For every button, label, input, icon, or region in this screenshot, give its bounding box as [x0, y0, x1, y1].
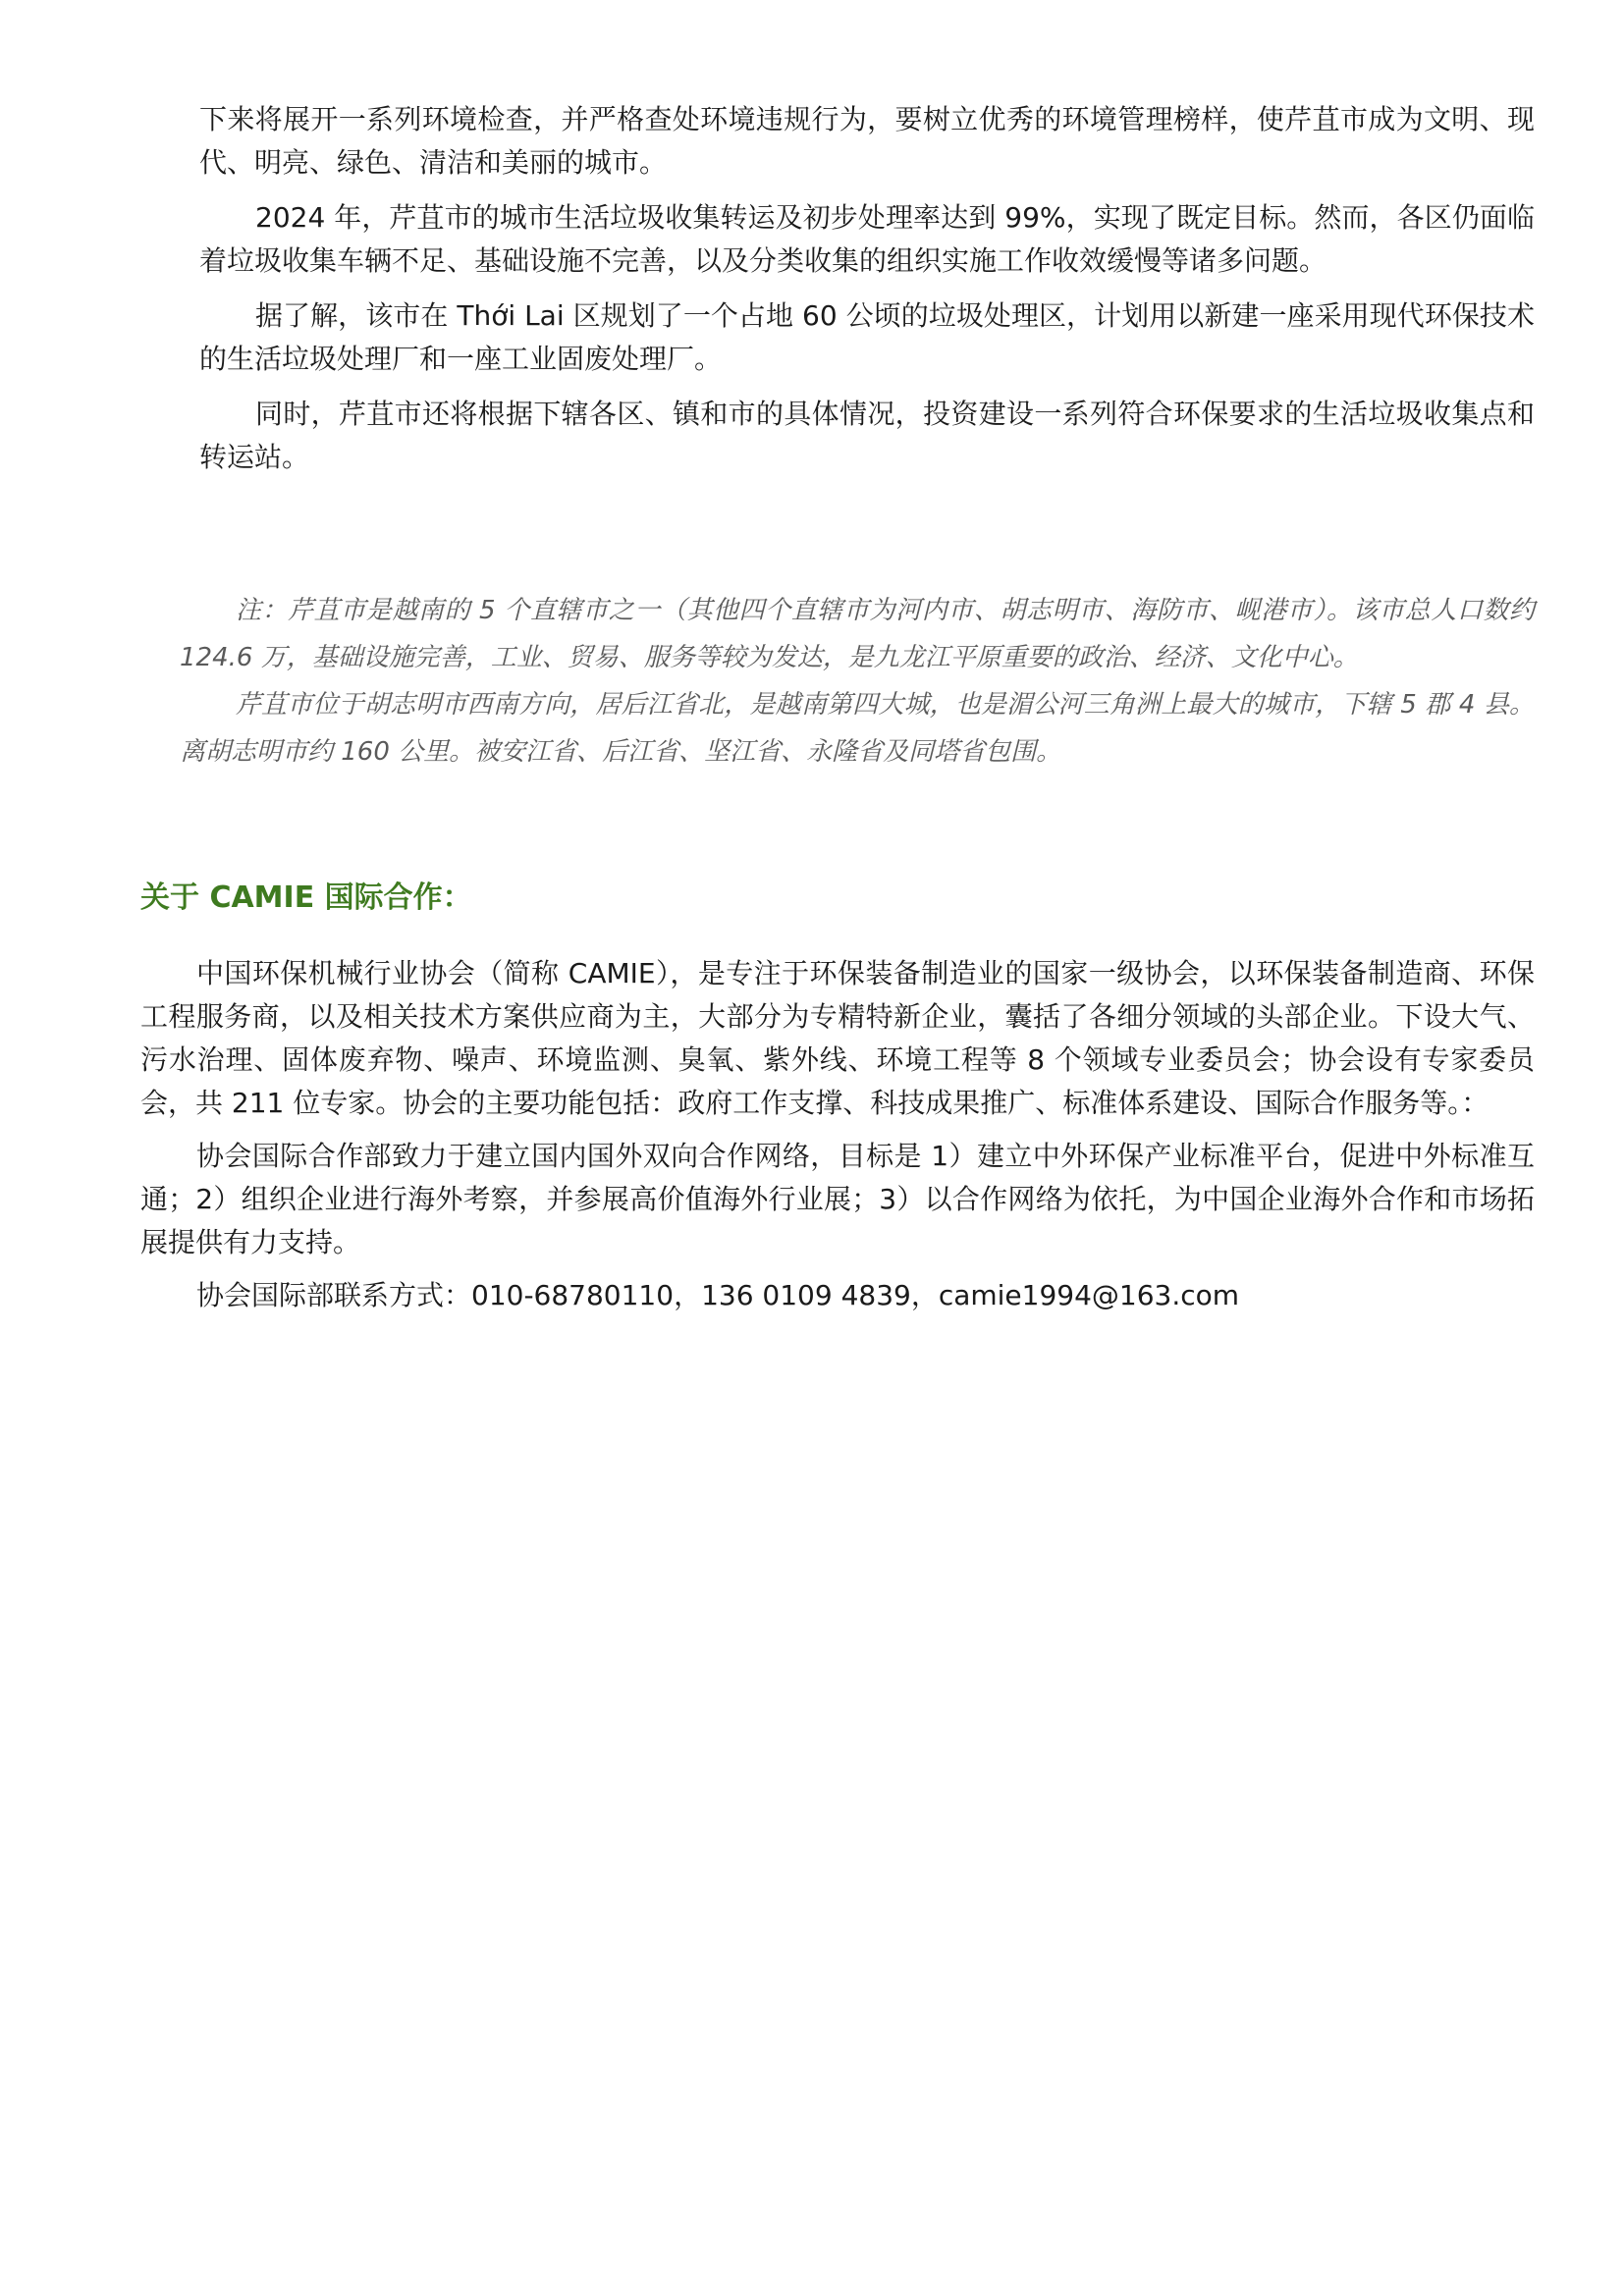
article-body	[199, 98, 1535, 491]
about-heading: 关于 CAMIE 国际合作：	[140, 881, 472, 915]
article-paragraph: 同时，芹苴市还将根据下辖各区、镇和市的具体情况，投资建设一系列符合环保要求的生活垃圾收集点和转运站。	[199, 398, 1535, 473]
article-paragraph: 据了解，该市在 Thới Lai 区规划了一个占地 60 公顷的垃圾处理区，计划用以新建一座采用现代环保技术的生活垃圾处理厂和一座工业固废处理厂。	[199, 299, 1535, 375]
about-body	[140, 952, 1535, 1327]
footnote-line: 注：芹苴市是越南的 5 个直辖市之一（其他四个直辖市为河内市、胡志明市、海防市、岘港市）。该市总人口数约 124.6 万，基础设施完善，工业、贸易、服务等较为发达，是九龙江平原重要的政治、经济、文化中心。	[180, 596, 1535, 672]
about-paragraph: 协会国际合作部致力于建立国内国外双向合作网络，目标是 1）建立中外环保产业标准平台，促进中外标准互通；2）组织企业进行海外考察，并参展高价值海外行业展；3）以合作网络为依托，为中国企业海外合作和市场拓展提供有力支持。	[140, 1140, 1535, 1258]
article-paragraph: 2024 年，芹苴市的城市生活垃圾收集转运及初步处理率达到 99%，实现了既定目标。然而，各区仍面临着垃圾收集车辆不足、基础设施不完善，以及分类收集的组织实施工作收效缓慢等诸多问题。	[199, 201, 1535, 277]
about-paragraph: 中国环保机械行业协会（简称 CAMIE），是专注于环保装备制造业的国家一级协会，以环保装备制造商、环保工程服务商，以及相关技术方案供应商为主，大部分为专精特新企业，囊括了各细分领域的头部企业。下设大气、污水治理、固体废弃物、噪声、环境监测、臭氧、紫外线、环境工程等 8 个领域专业委员会；协会设有专家委员会，共 211 位专家。协会的主要功能包括：政府工作支撑、科技成果推广、标准体系建设、国际合作服务等。：	[140, 957, 1535, 1119]
contact-line: 协会国际部联系方式：010-68780110，136 0109 4839，camie1994@163.com	[196, 1279, 1240, 1311]
footnote-line: 芹苴市位于胡志明市西南方向，居后江省北，是越南第四大城，也是湄公河三角洲上最大的城市，下辖 5 郡 4 县。离胡志明市约 160 公里。被安江省、后江省、坚江省、永隆省及同塔省包围。	[180, 690, 1535, 767]
article-paragraph: 下来将展开一系列环境检查，并严格查处环境违规行为，要树立优秀的环境管理榜样，使芹苴市成为文明、现代、明亮、绿色、清洁和美丽的城市。	[199, 103, 1535, 179]
footnote	[180, 587, 1535, 775]
